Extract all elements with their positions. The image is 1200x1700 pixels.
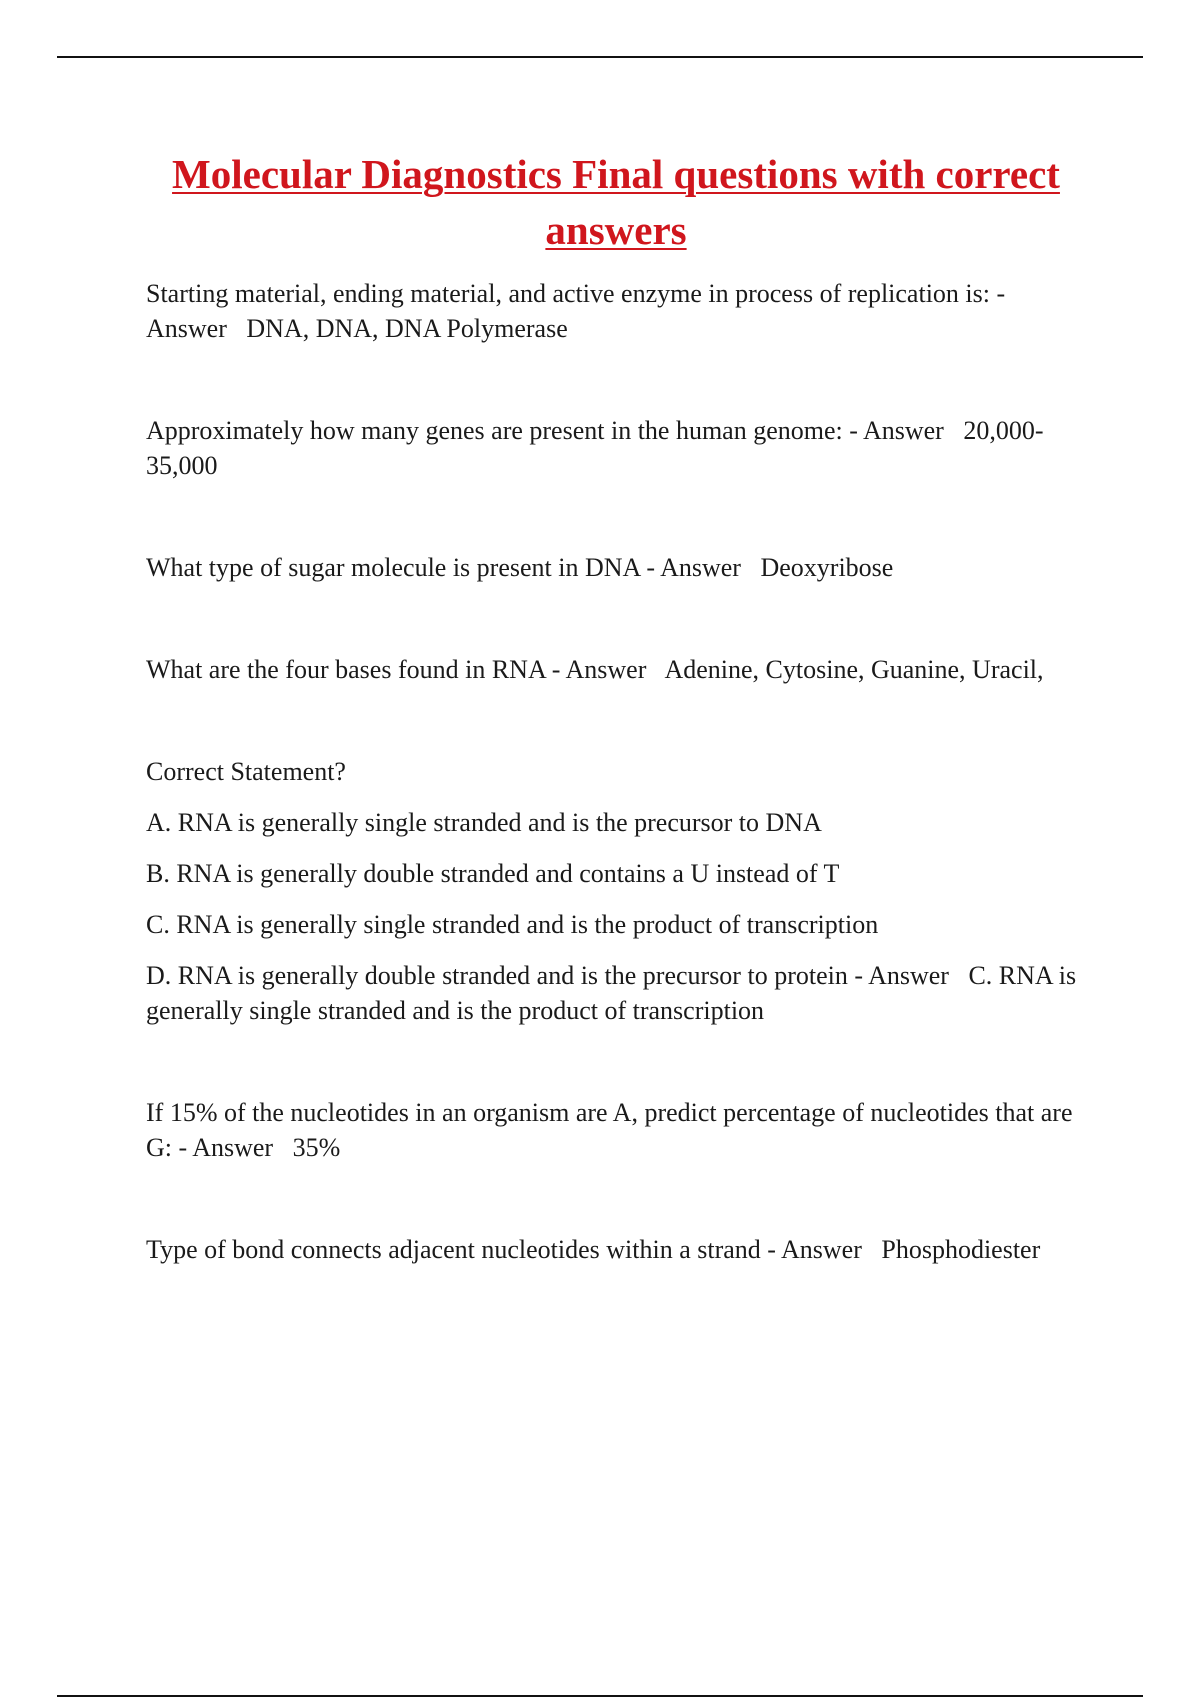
option-b: B. RNA is generally double stranded and contains a U instead of T — [146, 859, 840, 888]
answer-text: 35% — [292, 1133, 341, 1162]
bottom-rule — [57, 1695, 1143, 1697]
qa-item-1 — [146, 276, 1086, 346]
qa-item-6 — [146, 1095, 1086, 1165]
answer-separator: - Answer — [842, 416, 964, 445]
answer-text: DNA, DNA, DNA Polymerase — [246, 314, 568, 343]
answer-separator: - Answer — [760, 1235, 882, 1264]
answer-text: Deoxyribose — [760, 553, 894, 582]
top-rule — [57, 56, 1143, 58]
question-text: Starting material, ending material, and active enzyme in process of replication is: — [146, 279, 990, 308]
question-text: What type of sugar molecule is present in DNA — [146, 553, 640, 582]
answer-separator: - Answer — [172, 1133, 293, 1162]
answer-text: Adenine, Cytosine, Guanine, Uracil, — [664, 655, 1044, 684]
question-text: Type of bond connects adjacent nucleotides within a strand — [146, 1235, 761, 1264]
option-a: A. RNA is generally single stranded and is the precursor to DNA — [146, 808, 822, 837]
answer-text: C. RNA is generally single stranded and is the product of transcription — [146, 961, 1083, 1025]
question-text: What are the four bases found in RNA — [146, 655, 546, 684]
qa-item-7 — [146, 1232, 1086, 1267]
option-d: D. RNA is generally double stranded and is the precursor to protein — [146, 961, 848, 990]
answer-separator: - Answer — [146, 279, 1011, 343]
answer-text: 20,000-35,000 — [146, 416, 1044, 480]
answer-separator: - Answer — [545, 655, 665, 684]
option-d-with-answer — [146, 958, 1086, 1028]
qa-item-4 — [146, 652, 1086, 687]
question-text: If 15% of the nucleotides in an organism are A, predict percentage of nucleotides that are G: — [146, 1098, 1080, 1162]
qa-item-3 — [146, 550, 1086, 585]
option-c: C. RNA is generally single stranded and is the product of transcription — [146, 910, 879, 939]
qa-item-2 — [146, 413, 1086, 483]
answer-separator: - Answer — [639, 553, 761, 582]
qa-item-5-question: Correct Statement? — [146, 757, 346, 786]
answer-separator: - Answer — [847, 961, 969, 990]
document-body — [146, 146, 1086, 1267]
question-text: Approximately how many genes are present in the human genome: — [146, 416, 843, 445]
answer-text: Phosphodiester — [881, 1235, 1041, 1264]
document-title: Molecular Diagnostics Final questions with correct answers — [172, 151, 1060, 253]
